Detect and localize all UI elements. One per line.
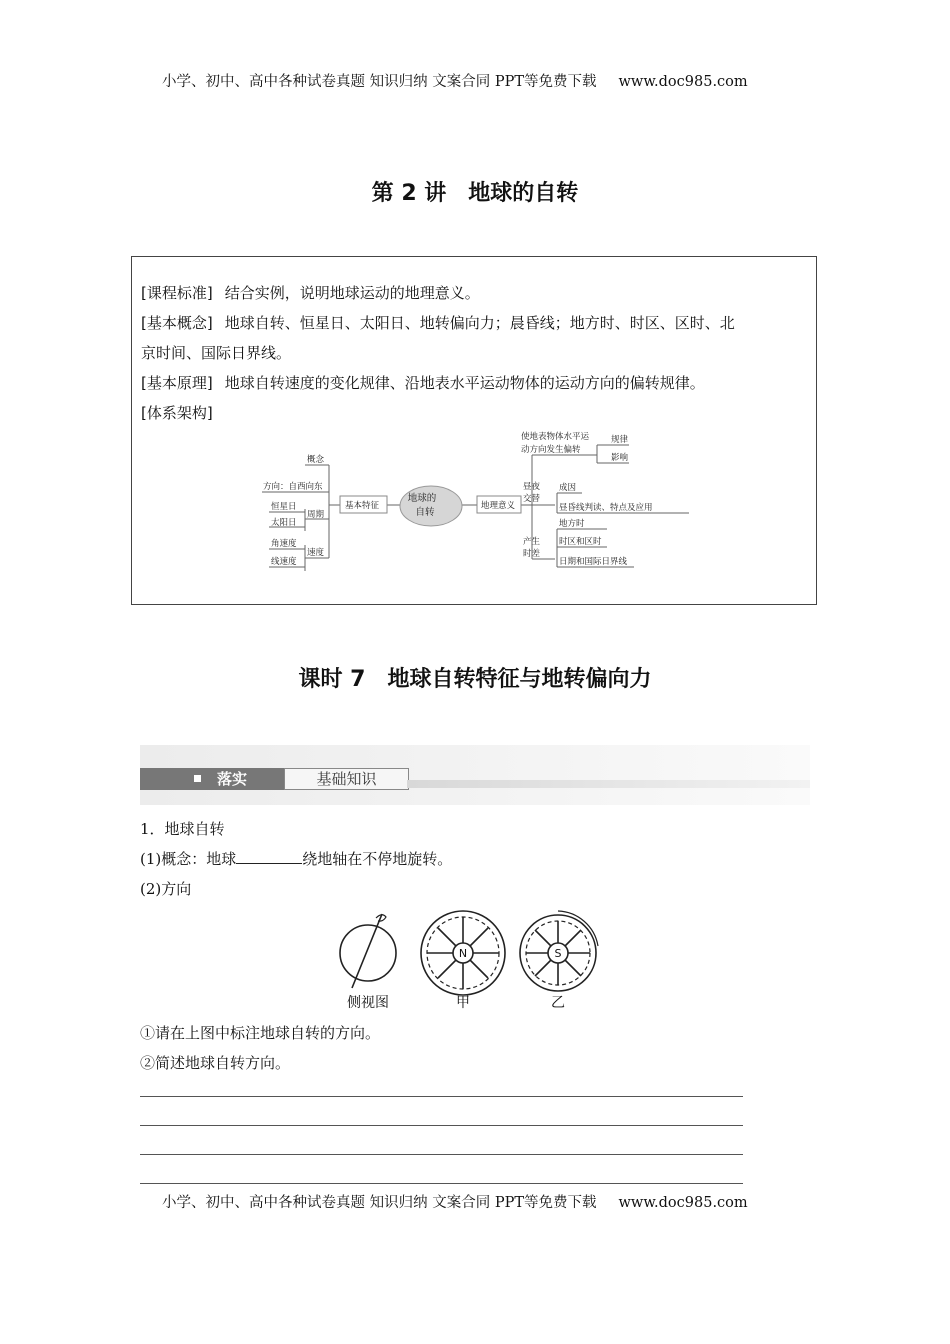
- node-center: [400, 486, 462, 526]
- node-influence: 影响: [611, 453, 629, 463]
- node-linear: 线速度: [271, 557, 297, 567]
- banner-rule: [407, 780, 810, 788]
- banner-dark-label: 落实: [140, 768, 284, 790]
- label-center-2: 自转: [415, 507, 435, 518]
- caption-yi: 乙: [551, 995, 565, 1011]
- node-sidereal: 恒星日: [271, 502, 297, 512]
- instruction-describe: ②简述地球自转方向。: [140, 1054, 291, 1072]
- node-concept: 概念: [307, 455, 325, 465]
- footer-text: 小学、初中、高中各种试卷真题 知识归纳 文案合同 PPT等免费下载: [162, 1195, 597, 1211]
- page-footer: [162, 1191, 748, 1212]
- node-speed: 速度: [307, 548, 325, 558]
- pole-label-s: S: [554, 947, 562, 960]
- pole-label-n: N: [458, 947, 468, 960]
- label-basic-features: 基本特征: [345, 501, 380, 511]
- question-concept: (1)概念：地球 绕地轴在不停地旋转。: [140, 850, 453, 868]
- rotation-figure: [330, 906, 610, 1014]
- answer-line[interactable]: [140, 1154, 743, 1155]
- node-daynight-2: 交替: [523, 494, 541, 504]
- node-direction: 方向：自西向东: [263, 482, 323, 492]
- banner-light-label: 基础知识: [284, 768, 409, 790]
- standards-box: [131, 256, 817, 605]
- node-terminator: 昼昏线判读、特点及应用: [559, 503, 653, 513]
- square-icon: [194, 775, 201, 782]
- caption-jia: 甲: [456, 995, 470, 1011]
- node-angular: 角速度: [271, 539, 297, 549]
- node-solar: 太阳日: [271, 518, 297, 528]
- caption-side-view: 侧视图: [347, 995, 389, 1011]
- answer-line[interactable]: [140, 1125, 743, 1126]
- node-cause: 成因: [559, 483, 577, 493]
- instruction-annotate: ①请在上图中标注地球自转的方向。: [140, 1024, 381, 1042]
- node-period: 周期: [307, 510, 325, 520]
- fill-blank[interactable]: [236, 849, 302, 864]
- label-geo-significance: 地理意义: [481, 501, 516, 511]
- lesson-title: 课时 7 地球自转特征与地转偏向力: [298, 667, 652, 692]
- section-banner: [140, 745, 810, 805]
- node-deflection-1: 使地表物体水平运: [521, 432, 590, 442]
- question-direction: (2)方向: [140, 880, 192, 898]
- header-text: 小学、初中、高中各种试卷真题 知识归纳 文案合同 PPT等免费下载: [162, 74, 597, 90]
- label-center-1: 地球的: [407, 493, 437, 504]
- basic-concepts-row-cont: 京时间、国际日界线。: [141, 344, 292, 362]
- node-date-line: 日期和国际日界线: [559, 557, 628, 567]
- node-rule: 规律: [611, 435, 629, 445]
- course-standard-row: [课程标准] 结合实例，说明地球运动的地理意义。: [141, 284, 480, 302]
- lecture-title: 第 2 讲 地球的自转: [371, 181, 579, 206]
- answer-line[interactable]: [140, 1096, 743, 1097]
- node-timediff-1: 产生: [523, 537, 541, 547]
- node-deflection-2: 动方向发生偏转: [521, 445, 581, 455]
- basic-concepts-row: [基本概念] 地球自转、恒星日、太阳日、地转偏向力；晨昏线；地方时、时区、区时、北: [141, 314, 735, 332]
- basic-principles-row: [基本原理] 地球自转速度的变化规律、沿地表水平运动物体的运动方向的偏转规律。: [141, 374, 705, 392]
- page-header: [162, 70, 748, 91]
- footer-site: www.doc985.com: [618, 1195, 748, 1211]
- answer-line[interactable]: [140, 1183, 743, 1184]
- header-site: www.doc985.com: [618, 74, 748, 90]
- node-timediff-2: 时差: [523, 549, 541, 559]
- side-view-globe: [340, 925, 396, 981]
- framework-row: [体系架构]: [141, 404, 213, 422]
- section-heading: 1．地球自转: [140, 820, 225, 838]
- node-time-zone: 时区和区时: [559, 537, 602, 547]
- node-local-time: 地方时: [559, 519, 585, 529]
- node-daynight-1: 昼夜: [523, 482, 541, 492]
- framework-mindmap: [257, 427, 797, 577]
